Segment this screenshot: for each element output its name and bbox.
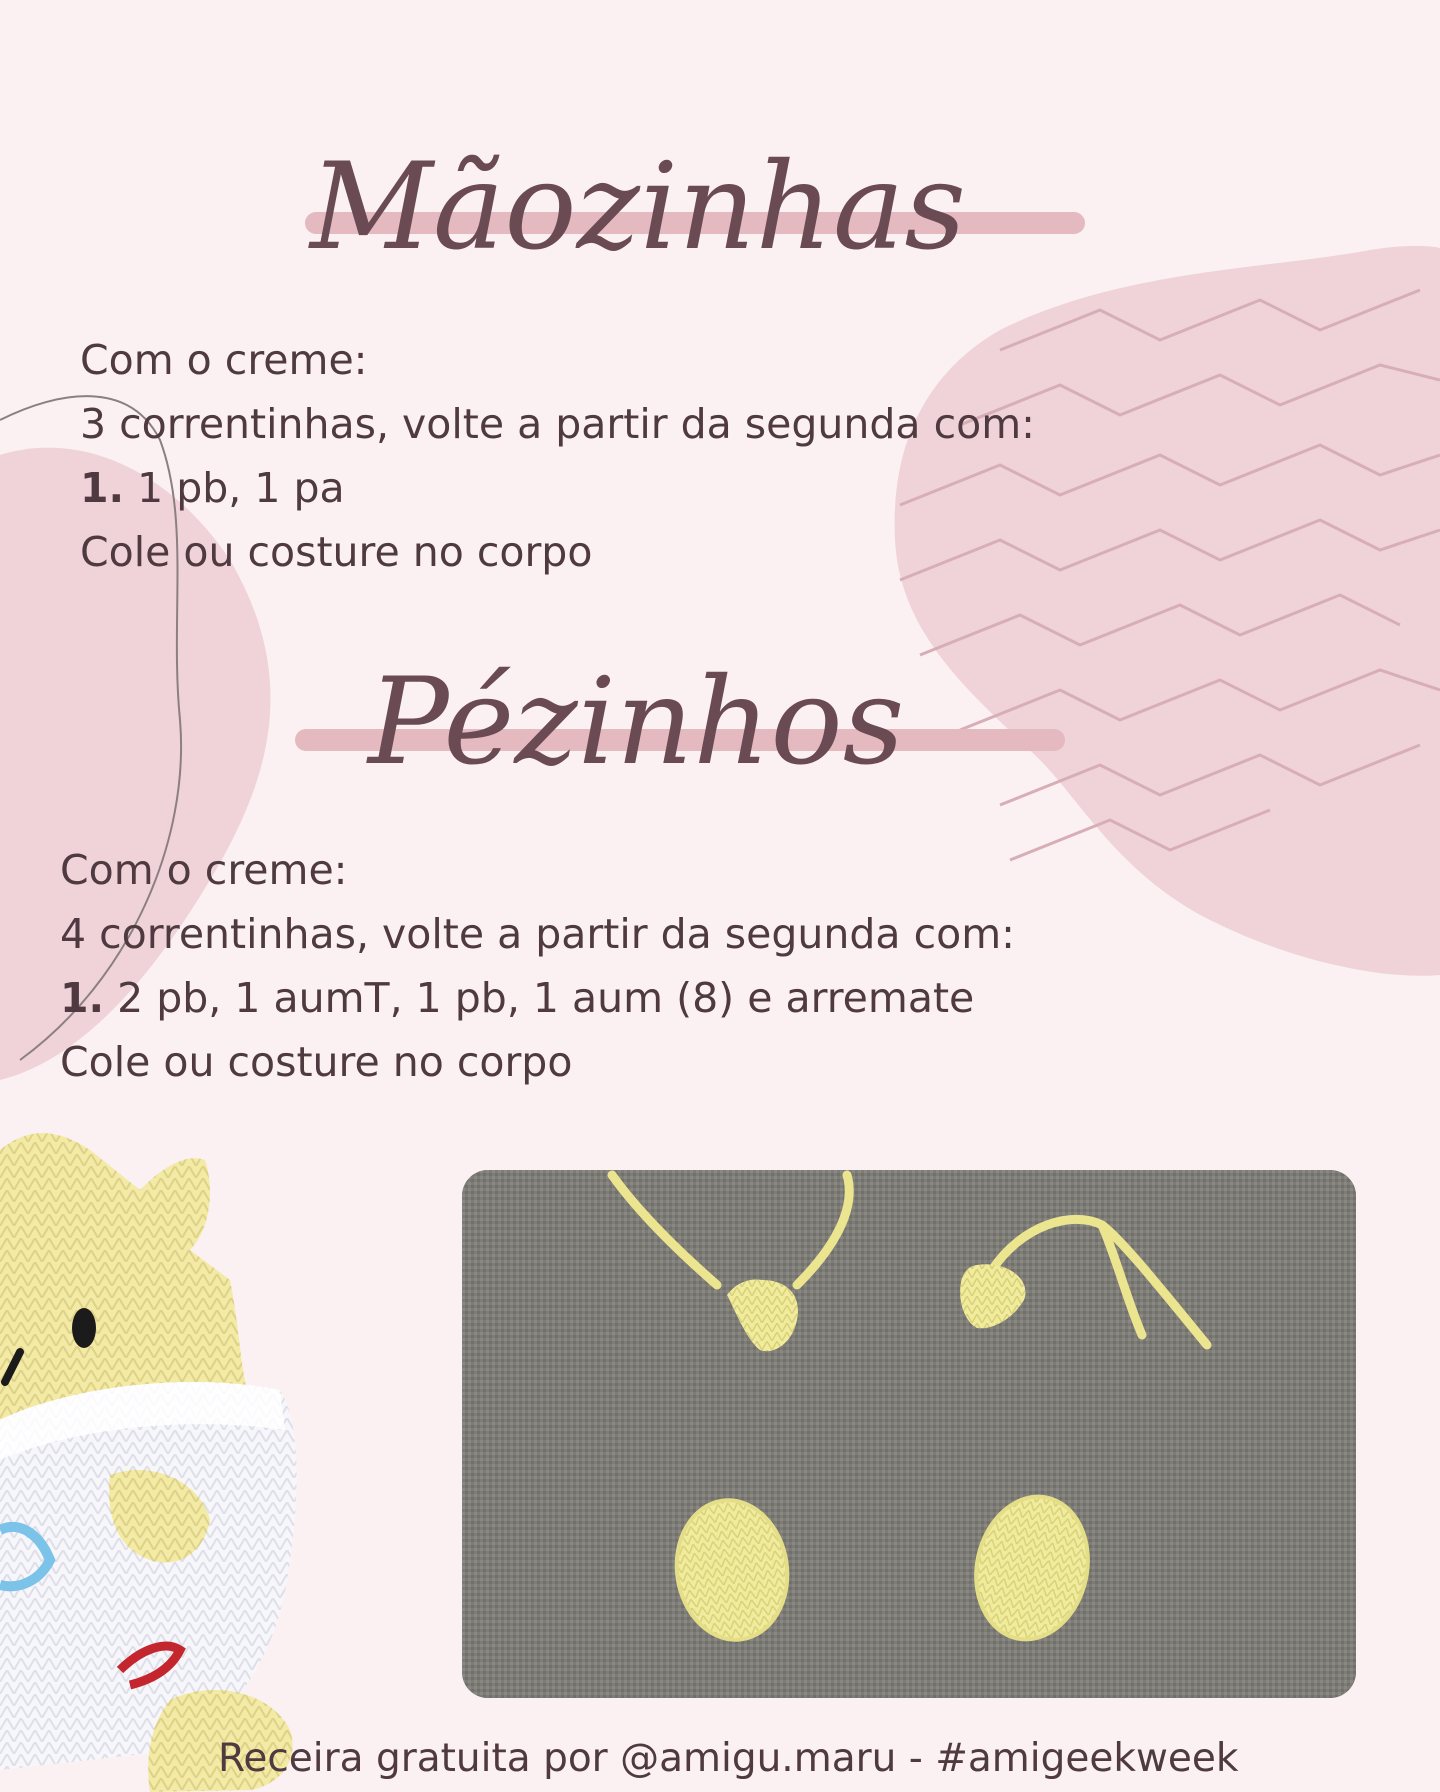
hands-round-number: 1.: [80, 464, 125, 512]
hands-instructions: [80, 328, 1035, 584]
hands-line-2: 3 correntinhas, volte a partir da segunda com:: [80, 400, 1035, 448]
feet-line-2: 4 correntinhas, volte a partir da segunda com:: [60, 910, 1015, 958]
feet-title: Pézinhos: [368, 653, 905, 792]
footer-credit: Receira gratuita por @amigu.maru - #amigeekweek: [218, 1736, 1239, 1781]
hands-round-text: 1 pb, 1 pa: [124, 464, 345, 512]
crochet-pieces-illustration: [462, 1170, 1356, 1698]
hands-line-4: Cole ou costure no corpo: [80, 528, 593, 576]
feet-round-number: 1.: [60, 974, 105, 1022]
amigurumi-doll-photo: [0, 1130, 310, 1792]
feet-line-4: Cole ou costure no corpo: [60, 1038, 573, 1086]
crochet-pieces-photo: [462, 1170, 1356, 1698]
feet-line-1: Com o creme:: [60, 846, 348, 894]
feet-line-3: [60, 966, 1015, 1030]
hands-title: Mãozinhas: [310, 138, 966, 277]
feet-round-text: 2 pb, 1 aumT, 1 pb, 1 aum (8) e arremate: [104, 974, 975, 1022]
hands-line-3: [80, 456, 1035, 520]
feet-instructions: [60, 838, 1015, 1094]
hands-line-1: Com o creme:: [80, 336, 368, 384]
